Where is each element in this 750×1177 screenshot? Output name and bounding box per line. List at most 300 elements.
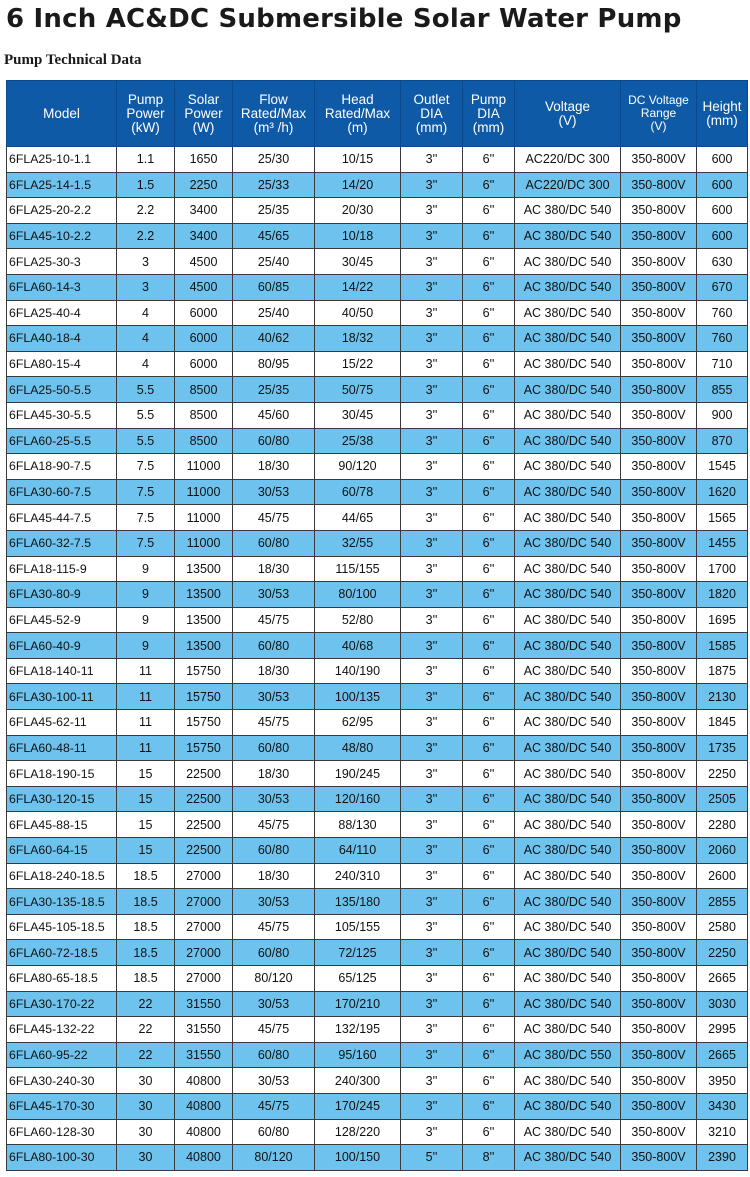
cell-outlet-dia: 3'' — [401, 300, 463, 326]
cell-flow: 80/120 — [233, 966, 315, 992]
cell-dc-range: 350-800V — [621, 966, 697, 992]
cell-voltage: AC 380/DC 540 — [515, 530, 621, 556]
cell-height: 2130 — [697, 684, 748, 710]
cell-flow: 18/30 — [233, 863, 315, 889]
cell-head: 62/95 — [315, 710, 401, 736]
cell-voltage: AC 380/DC 540 — [515, 274, 621, 300]
cell-pump-power: 1.1 — [117, 147, 175, 173]
cell-solar-power: 27000 — [175, 940, 233, 966]
cell-solar-power: 27000 — [175, 889, 233, 915]
cell-model: 6FLA45-30-5.5 — [7, 402, 117, 428]
cell-model: 6FLA60-14-3 — [7, 274, 117, 300]
cell-pump-dia: 6'' — [463, 1093, 515, 1119]
cell-model: 6FLA45-170-30 — [7, 1093, 117, 1119]
cell-flow: 60/80 — [233, 633, 315, 659]
cell-voltage: AC 380/DC 540 — [515, 223, 621, 249]
table-row — [7, 914, 748, 940]
cell-dc-range: 350-800V — [621, 863, 697, 889]
cell-solar-power: 15750 — [175, 710, 233, 736]
cell-dc-range: 350-800V — [621, 761, 697, 787]
cell-height: 3430 — [697, 1093, 748, 1119]
cell-outlet-dia: 3'' — [401, 966, 463, 992]
cell-pump-dia: 6'' — [463, 402, 515, 428]
cell-dc-range: 350-800V — [621, 1119, 697, 1145]
cell-voltage: AC 380/DC 540 — [515, 966, 621, 992]
cell-solar-power: 40800 — [175, 1093, 233, 1119]
cell-height: 2600 — [697, 863, 748, 889]
cell-flow: 60/80 — [233, 940, 315, 966]
cell-pump-dia: 6'' — [463, 812, 515, 838]
cell-outlet-dia: 3'' — [401, 684, 463, 710]
cell-solar-power: 13500 — [175, 582, 233, 608]
cell-pump-power: 2.2 — [117, 198, 175, 224]
cell-voltage: AC 380/DC 540 — [515, 607, 621, 633]
cell-height: 2250 — [697, 940, 748, 966]
cell-outlet-dia: 3'' — [401, 786, 463, 812]
header-head: Head Rated/Max (m) — [315, 81, 401, 147]
cell-model: 6FLA60-40-9 — [7, 633, 117, 659]
cell-pump-dia: 6'' — [463, 300, 515, 326]
cell-dc-range: 350-800V — [621, 198, 697, 224]
cell-outlet-dia: 3'' — [401, 735, 463, 761]
table-row — [7, 863, 748, 889]
cell-voltage: AC 380/DC 540 — [515, 505, 621, 531]
cell-voltage: AC 380/DC 540 — [515, 838, 621, 864]
cell-solar-power: 4500 — [175, 249, 233, 275]
cell-dc-range: 350-800V — [621, 454, 697, 480]
table-row — [7, 300, 748, 326]
cell-head: 140/190 — [315, 658, 401, 684]
cell-height: 1820 — [697, 582, 748, 608]
cell-voltage: AC 380/DC 540 — [515, 582, 621, 608]
cell-pump-power: 3 — [117, 274, 175, 300]
header-pump-power: Pump Power (kW) — [117, 81, 175, 147]
cell-pump-dia: 6'' — [463, 249, 515, 275]
cell-flow: 45/75 — [233, 505, 315, 531]
cell-solar-power: 31550 — [175, 991, 233, 1017]
cell-head: 240/300 — [315, 1068, 401, 1094]
cell-voltage: AC 380/DC 540 — [515, 377, 621, 403]
cell-voltage: AC 380/DC 540 — [515, 991, 621, 1017]
cell-pump-power: 2.2 — [117, 223, 175, 249]
cell-head: 128/220 — [315, 1119, 401, 1145]
cell-pump-dia: 6'' — [463, 274, 515, 300]
cell-pump-power: 7.5 — [117, 505, 175, 531]
cell-dc-range: 350-800V — [621, 1042, 697, 1068]
cell-solar-power: 6000 — [175, 351, 233, 377]
cell-pump-power: 30 — [117, 1145, 175, 1171]
cell-solar-power: 22500 — [175, 786, 233, 812]
cell-pump-dia: 6'' — [463, 735, 515, 761]
table-body — [7, 147, 748, 1171]
cell-pump-power: 15 — [117, 812, 175, 838]
cell-solar-power: 40800 — [175, 1119, 233, 1145]
cell-model: 6FLA45-105-18.5 — [7, 914, 117, 940]
table-row — [7, 607, 748, 633]
cell-solar-power: 13500 — [175, 556, 233, 582]
cell-head: 25/38 — [315, 428, 401, 454]
cell-flow: 30/53 — [233, 479, 315, 505]
cell-pump-power: 11 — [117, 735, 175, 761]
table-row — [7, 530, 748, 556]
cell-model: 6FLA18-115-9 — [7, 556, 117, 582]
cell-dc-range: 350-800V — [621, 940, 697, 966]
cell-flow: 30/53 — [233, 1068, 315, 1094]
cell-model: 6FLA45-132-22 — [7, 1017, 117, 1043]
cell-voltage: AC 380/DC 540 — [515, 761, 621, 787]
cell-flow: 25/33 — [233, 172, 315, 198]
cell-outlet-dia: 3'' — [401, 377, 463, 403]
cell-flow: 25/35 — [233, 377, 315, 403]
cell-model: 6FLA18-190-15 — [7, 761, 117, 787]
cell-pump-dia: 6'' — [463, 326, 515, 352]
cell-pump-dia: 6'' — [463, 607, 515, 633]
cell-flow: 45/75 — [233, 607, 315, 633]
table-row — [7, 812, 748, 838]
cell-voltage: AC 380/DC 540 — [515, 1145, 621, 1171]
cell-outlet-dia: 3'' — [401, 428, 463, 454]
cell-head: 132/195 — [315, 1017, 401, 1043]
cell-pump-power: 22 — [117, 991, 175, 1017]
cell-height: 2665 — [697, 1042, 748, 1068]
cell-height: 3030 — [697, 991, 748, 1017]
cell-dc-range: 350-800V — [621, 710, 697, 736]
cell-head: 115/155 — [315, 556, 401, 582]
cell-head: 80/100 — [315, 582, 401, 608]
cell-pump-power: 11 — [117, 710, 175, 736]
cell-dc-range: 350-800V — [621, 505, 697, 531]
cell-height: 1565 — [697, 505, 748, 531]
cell-model: 6FLA60-64-15 — [7, 838, 117, 864]
cell-pump-power: 30 — [117, 1119, 175, 1145]
cell-model: 6FLA25-10-1.1 — [7, 147, 117, 173]
cell-pump-dia: 6'' — [463, 940, 515, 966]
table-row — [7, 735, 748, 761]
cell-flow: 60/85 — [233, 274, 315, 300]
cell-model: 6FLA60-95-22 — [7, 1042, 117, 1068]
cell-pump-dia: 6'' — [463, 582, 515, 608]
cell-flow: 25/30 — [233, 147, 315, 173]
cell-solar-power: 13500 — [175, 633, 233, 659]
cell-model: 6FLA30-240-30 — [7, 1068, 117, 1094]
cell-dc-range: 350-800V — [621, 326, 697, 352]
cell-pump-power: 9 — [117, 556, 175, 582]
table-row — [7, 1093, 748, 1119]
cell-dc-range: 350-800V — [621, 300, 697, 326]
cell-dc-range: 350-800V — [621, 633, 697, 659]
cell-solar-power: 6000 — [175, 326, 233, 352]
cell-solar-power: 22500 — [175, 761, 233, 787]
cell-pump-power: 22 — [117, 1017, 175, 1043]
table-row — [7, 1119, 748, 1145]
cell-head: 15/22 — [315, 351, 401, 377]
cell-voltage: AC 380/DC 540 — [515, 454, 621, 480]
cell-head: 30/45 — [315, 249, 401, 275]
cell-solar-power: 8500 — [175, 377, 233, 403]
page-title: 6 Inch AC&DC Submersible Solar Water Pump — [6, 4, 682, 34]
cell-height: 600 — [697, 198, 748, 224]
table-row — [7, 1068, 748, 1094]
cell-flow: 25/35 — [233, 198, 315, 224]
cell-outlet-dia: 3'' — [401, 582, 463, 608]
table-row — [7, 889, 748, 915]
table-row — [7, 351, 748, 377]
cell-pump-dia: 6'' — [463, 428, 515, 454]
cell-solar-power: 13500 — [175, 607, 233, 633]
cell-head: 52/80 — [315, 607, 401, 633]
cell-height: 600 — [697, 147, 748, 173]
cell-height: 3210 — [697, 1119, 748, 1145]
cell-model: 6FLA45-52-9 — [7, 607, 117, 633]
cell-dc-range: 350-800V — [621, 1068, 697, 1094]
cell-solar-power: 15750 — [175, 684, 233, 710]
cell-model: 6FLA25-30-3 — [7, 249, 117, 275]
cell-solar-power: 1650 — [175, 147, 233, 173]
cell-flow: 45/75 — [233, 1017, 315, 1043]
cell-pump-power: 30 — [117, 1093, 175, 1119]
cell-model: 6FLA80-65-18.5 — [7, 966, 117, 992]
header-outlet-dia: Outlet DIA (mm) — [401, 81, 463, 147]
cell-height: 2580 — [697, 914, 748, 940]
cell-model: 6FLA30-100-11 — [7, 684, 117, 710]
cell-flow: 25/40 — [233, 249, 315, 275]
cell-height: 1545 — [697, 454, 748, 480]
cell-head: 72/125 — [315, 940, 401, 966]
cell-dc-range: 350-800V — [621, 838, 697, 864]
cell-pump-dia: 6'' — [463, 556, 515, 582]
cell-pump-dia: 6'' — [463, 198, 515, 224]
cell-height: 600 — [697, 172, 748, 198]
cell-flow: 80/95 — [233, 351, 315, 377]
cell-dc-range: 350-800V — [621, 991, 697, 1017]
table-row — [7, 556, 748, 582]
cell-head: 240/310 — [315, 863, 401, 889]
cell-head: 44/65 — [315, 505, 401, 531]
cell-flow: 18/30 — [233, 658, 315, 684]
cell-solar-power: 27000 — [175, 966, 233, 992]
cell-pump-power: 7.5 — [117, 479, 175, 505]
cell-outlet-dia: 3'' — [401, 223, 463, 249]
cell-solar-power: 11000 — [175, 505, 233, 531]
cell-head: 190/245 — [315, 761, 401, 787]
cell-solar-power: 11000 — [175, 454, 233, 480]
cell-height: 1585 — [697, 633, 748, 659]
cell-dc-range: 350-800V — [621, 377, 697, 403]
cell-voltage: AC 380/DC 540 — [515, 326, 621, 352]
cell-outlet-dia: 3'' — [401, 147, 463, 173]
cell-pump-dia: 6'' — [463, 633, 515, 659]
cell-flow: 60/80 — [233, 530, 315, 556]
cell-model: 6FLA45-44-7.5 — [7, 505, 117, 531]
cell-voltage: AC 380/DC 540 — [515, 889, 621, 915]
cell-pump-dia: 6'' — [463, 223, 515, 249]
header-pump-dia: Pump DIA (mm) — [463, 81, 515, 147]
cell-solar-power: 22500 — [175, 838, 233, 864]
header-voltage: Voltage (V) — [515, 81, 621, 147]
cell-model: 6FLA30-170-22 — [7, 991, 117, 1017]
cell-head: 120/160 — [315, 786, 401, 812]
cell-pump-power: 18.5 — [117, 914, 175, 940]
cell-dc-range: 350-800V — [621, 428, 697, 454]
cell-head: 10/15 — [315, 147, 401, 173]
cell-pump-dia: 8'' — [463, 1145, 515, 1171]
cell-voltage: AC 380/DC 540 — [515, 735, 621, 761]
cell-outlet-dia: 3'' — [401, 1093, 463, 1119]
cell-pump-power: 4 — [117, 326, 175, 352]
cell-model: 6FLA60-32-7.5 — [7, 530, 117, 556]
cell-flow: 25/40 — [233, 300, 315, 326]
table-row — [7, 223, 748, 249]
cell-dc-range: 350-800V — [621, 582, 697, 608]
table-row — [7, 249, 748, 275]
table-row — [7, 1017, 748, 1043]
cell-model: 6FLA25-14-1.5 — [7, 172, 117, 198]
cell-outlet-dia: 3'' — [401, 249, 463, 275]
cell-height: 855 — [697, 377, 748, 403]
cell-height: 3950 — [697, 1068, 748, 1094]
cell-flow: 30/53 — [233, 582, 315, 608]
table-row — [7, 940, 748, 966]
cell-head: 170/210 — [315, 991, 401, 1017]
cell-head: 60/78 — [315, 479, 401, 505]
cell-outlet-dia: 3'' — [401, 914, 463, 940]
cell-model: 6FLA60-48-11 — [7, 735, 117, 761]
cell-outlet-dia: 3'' — [401, 198, 463, 224]
cell-head: 64/110 — [315, 838, 401, 864]
cell-flow: 60/80 — [233, 428, 315, 454]
cell-outlet-dia: 3'' — [401, 889, 463, 915]
cell-solar-power: 11000 — [175, 479, 233, 505]
cell-height: 1735 — [697, 735, 748, 761]
cell-head: 105/155 — [315, 914, 401, 940]
cell-pump-power: 1.5 — [117, 172, 175, 198]
cell-model: 6FLA45-10-2.2 — [7, 223, 117, 249]
cell-solar-power: 6000 — [175, 300, 233, 326]
cell-outlet-dia: 3'' — [401, 940, 463, 966]
cell-pump-dia: 6'' — [463, 172, 515, 198]
table-row — [7, 198, 748, 224]
cell-dc-range: 350-800V — [621, 1145, 697, 1171]
cell-pump-dia: 6'' — [463, 1119, 515, 1145]
cell-pump-power: 9 — [117, 633, 175, 659]
cell-head: 48/80 — [315, 735, 401, 761]
cell-pump-power: 9 — [117, 582, 175, 608]
cell-voltage: AC 380/DC 540 — [515, 198, 621, 224]
cell-outlet-dia: 3'' — [401, 658, 463, 684]
cell-outlet-dia: 3'' — [401, 607, 463, 633]
cell-outlet-dia: 3'' — [401, 761, 463, 787]
table-row — [7, 326, 748, 352]
cell-outlet-dia: 3'' — [401, 556, 463, 582]
cell-head: 100/135 — [315, 684, 401, 710]
cell-outlet-dia: 3'' — [401, 710, 463, 736]
cell-flow: 30/53 — [233, 684, 315, 710]
cell-pump-power: 5.5 — [117, 377, 175, 403]
cell-solar-power: 8500 — [175, 428, 233, 454]
cell-solar-power: 15750 — [175, 658, 233, 684]
cell-height: 760 — [697, 326, 748, 352]
cell-pump-dia: 6'' — [463, 710, 515, 736]
table-row — [7, 1145, 748, 1171]
cell-flow: 30/53 — [233, 991, 315, 1017]
cell-solar-power: 3400 — [175, 223, 233, 249]
cell-dc-range: 350-800V — [621, 402, 697, 428]
section-subtitle: Pump Technical Data — [4, 52, 142, 68]
table-row — [7, 582, 748, 608]
table-header-row — [7, 81, 748, 147]
cell-height: 1875 — [697, 658, 748, 684]
cell-voltage: AC 380/DC 540 — [515, 863, 621, 889]
cell-flow: 45/75 — [233, 812, 315, 838]
cell-model: 6FLA18-140-11 — [7, 658, 117, 684]
cell-pump-power: 7.5 — [117, 454, 175, 480]
cell-head: 32/55 — [315, 530, 401, 556]
cell-height: 2505 — [697, 786, 748, 812]
cell-pump-power: 4 — [117, 351, 175, 377]
cell-pump-power: 9 — [117, 607, 175, 633]
cell-voltage: AC 380/DC 540 — [515, 1119, 621, 1145]
cell-flow: 45/75 — [233, 914, 315, 940]
cell-voltage: AC 380/DC 540 — [515, 710, 621, 736]
cell-model: 6FLA25-50-5.5 — [7, 377, 117, 403]
cell-height: 1700 — [697, 556, 748, 582]
cell-outlet-dia: 3'' — [401, 326, 463, 352]
cell-pump-dia: 6'' — [463, 530, 515, 556]
cell-voltage: AC 380/DC 540 — [515, 940, 621, 966]
cell-pump-power: 18.5 — [117, 940, 175, 966]
cell-outlet-dia: 3'' — [401, 479, 463, 505]
header-flow: Flow Rated/Max (m³ /h) — [233, 81, 315, 147]
cell-head: 50/75 — [315, 377, 401, 403]
cell-voltage: AC 380/DC 540 — [515, 633, 621, 659]
cell-pump-dia: 6'' — [463, 147, 515, 173]
cell-outlet-dia: 3'' — [401, 1017, 463, 1043]
header-height: Height (mm) — [697, 81, 748, 147]
cell-pump-power: 18.5 — [117, 889, 175, 915]
cell-head: 40/50 — [315, 300, 401, 326]
cell-dc-range: 350-800V — [621, 556, 697, 582]
cell-voltage: AC 380/DC 540 — [515, 556, 621, 582]
table-row — [7, 684, 748, 710]
cell-model: 6FLA30-80-9 — [7, 582, 117, 608]
cell-outlet-dia: 3'' — [401, 530, 463, 556]
cell-dc-range: 350-800V — [621, 223, 697, 249]
cell-head: 10/18 — [315, 223, 401, 249]
cell-pump-power: 3 — [117, 249, 175, 275]
pump-technical-table — [6, 80, 748, 1171]
cell-flow: 60/80 — [233, 1042, 315, 1068]
cell-head: 30/45 — [315, 402, 401, 428]
cell-height: 2855 — [697, 889, 748, 915]
cell-pump-dia: 6'' — [463, 684, 515, 710]
cell-dc-range: 350-800V — [621, 889, 697, 915]
cell-voltage: AC 380/DC 540 — [515, 658, 621, 684]
cell-height: 2665 — [697, 966, 748, 992]
cell-pump-dia: 6'' — [463, 914, 515, 940]
cell-head: 20/30 — [315, 198, 401, 224]
cell-dc-range: 350-800V — [621, 1017, 697, 1043]
cell-dc-range: 350-800V — [621, 812, 697, 838]
cell-dc-range: 350-800V — [621, 1093, 697, 1119]
cell-model: 6FLA25-20-2.2 — [7, 198, 117, 224]
cell-pump-power: 5.5 — [117, 428, 175, 454]
cell-voltage: AC 380/DC 540 — [515, 479, 621, 505]
cell-voltage: AC 380/DC 540 — [515, 249, 621, 275]
cell-pump-power: 7.5 — [117, 530, 175, 556]
cell-outlet-dia: 3'' — [401, 633, 463, 659]
cell-outlet-dia: 3'' — [401, 402, 463, 428]
cell-pump-dia: 6'' — [463, 1042, 515, 1068]
